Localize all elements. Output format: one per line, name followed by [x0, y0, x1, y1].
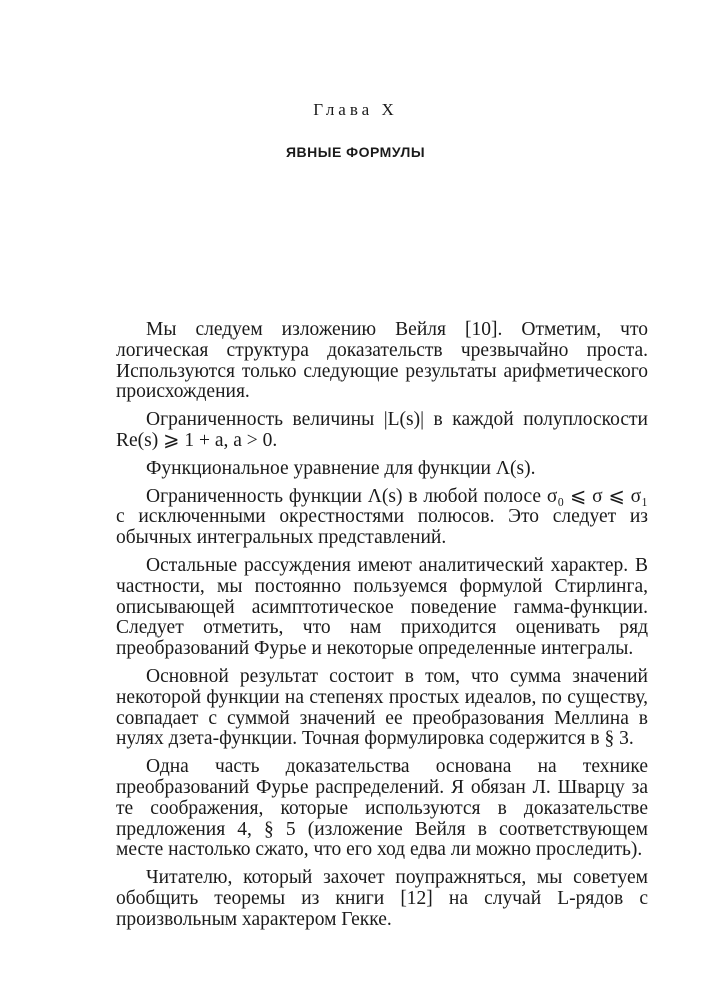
paragraph-4: Ограниченность функции Λ(s) в любой полосе σ₀ ⩽ σ ⩽ σ₁ с исключенными окрестностями полюсов. Это следует из обычных интегральных представлений.	[116, 485, 648, 549]
paragraph-3: Функциональное уравнение для функции Λ(s).	[146, 457, 536, 479]
chapter-title: ЯВНЫЕ ФОРМУЛЫ	[285, 144, 426, 160]
paragraph-7: Одна часть доказательства основана на технике преобразований Фурье распределений. Я обязан Л. Шварцу за те соображения, которые используются в доказательстве предложения 4, § 5 (изложение Вейля в соответствующем месте настолько сжато, что его ход едва ли можно проследить).	[116, 756, 648, 861]
chapter-label: Глава X	[313, 100, 398, 119]
paragraph-6: Основной результат состоит в том, что сумма значений некоторой функции на степенях простых идеалов, по существу, совпадает с суммой значений ее преобразования Меллина в нулях дзета-функции. Точная формулировка содержится в § 3.	[116, 665, 648, 750]
chapter-body	[116, 320, 648, 938]
paragraph-2: Ограниченность величины |L(s)| в каждой полуплоскости Re(s) ⩾ 1 + a, a > 0.	[116, 409, 648, 451]
paragraph-5: Остальные рассуждения имеют аналитический характер. В частности, мы постоянно пользуемся формулой Стирлинга, описывающей асимптотическое поведение гамма-функции. Следует отметить, что нам приходится оценивать ряд преобразований Фурье и некоторые определенные интегралы.	[116, 554, 648, 660]
paragraph-1: Мы следуем изложению Вейля [10]. Отметим, что логическая структура доказательств чрезвычайно проста. Используются только следующие результаты арифметического происхождения.	[116, 319, 648, 403]
paragraph-8: Читателю, который захочет поупражняться, мы советуем обобщить теоремы из книги [12] на случай L-рядов с произвольным характером Гекке.	[116, 867, 648, 930]
